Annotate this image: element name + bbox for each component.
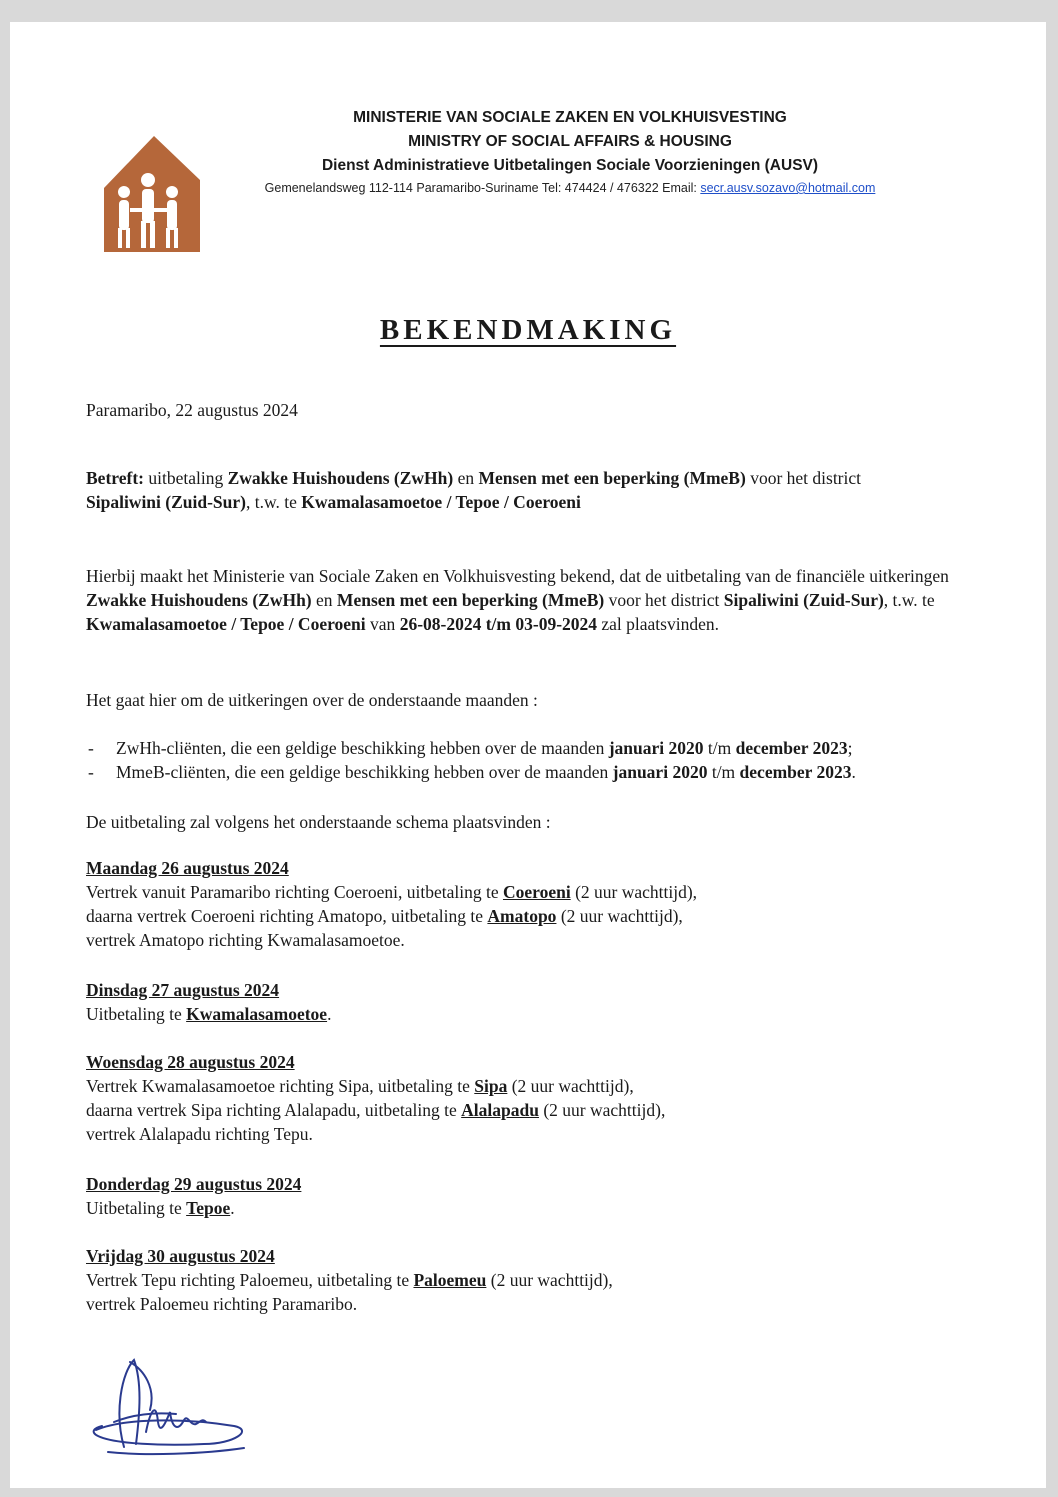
schedule-day-tuesday xyxy=(86,978,331,1026)
signature xyxy=(84,1352,254,1462)
intro-paragraph: Hierbij maakt het Ministerie van Sociale Zaken en Volkhuisvesting bekend, dat de uitbetaling van de financiële uitkeringen Zwakke Huishoudens (ZwHh) en Mensen met een beperking (MmeB) voor het district Sipaliwini (Zuid-Sur), t.w. te Kwamalasamoetoe / Tepoe / Coeroeni van 26-08-2024 t/m 03-09-2024 zal plaatsvinden. xyxy=(86,566,949,634)
contact-line xyxy=(200,178,940,198)
schedule-line: daarna vertrek Coeroeni richting Amatopo, uitbetaling te Amatopo (2 uur wachttijd), xyxy=(86,906,683,926)
email-link[interactable]: secr.ausv.sozavo@hotmail.com xyxy=(700,181,876,195)
day-heading: Vrijdag 30 augustus 2024 xyxy=(86,1246,275,1266)
schedule-line: vertrek Paloemeu richting Paramaribo. xyxy=(86,1294,358,1314)
letterhead xyxy=(200,106,940,198)
ministry-name-en: MINISTRY OF SOCIAL AFFAIRS & HOUSING xyxy=(408,133,732,150)
schedule-day-friday xyxy=(86,1244,613,1316)
document-page xyxy=(10,22,1046,1488)
schedule-line: Vertrek vanuit Paramaribo richting Coeroeni, uitbetaling te Coeroeni (2 uur wachttijd), xyxy=(86,882,698,902)
ministry-name-nl: MINISTERIE VAN SOCIALE ZAKEN EN VOLKHUISVESTING xyxy=(353,109,787,126)
list-item: - MmeB-cliënten, die een geldige beschikking hebben over de maanden januari 2020 t/m december 2023. xyxy=(86,760,856,784)
schedule-line: Uitbetaling te Kwamalasamoetoe. xyxy=(86,1004,332,1024)
document-date: Paramaribo, 22 augustus 2024 xyxy=(86,400,298,420)
schedule-line: vertrek Amatopo richting Kwamalasamoetoe. xyxy=(86,930,405,950)
page-title: BEKENDMAKING xyxy=(379,314,677,346)
months-intro: Het gaat hier om de uitkeringen over de onderstaande maanden : xyxy=(86,690,538,710)
address-text: Gemenelandsweg 112-114 Paramaribo-Suriname Tel: 474424 / 476322 Email: xyxy=(264,181,701,195)
ministry-logo xyxy=(96,128,206,258)
day-heading: Maandag 26 augustus 2024 xyxy=(86,858,289,878)
department-name: Dienst Administratieve Uitbetalingen Sociale Voorzieningen (AUSV) xyxy=(321,157,819,174)
schedule-line: vertrek Alalapadu richting Tepu. xyxy=(86,1124,313,1144)
schedule-line: Vertrek Tepu richting Paloemeu, uitbetaling te Paloemeu (2 uur wachttijd), xyxy=(86,1270,613,1290)
schedule-day-thursday xyxy=(86,1172,301,1220)
list-item: - ZwHh-cliënten, die een geldige beschikking hebben over de maanden januari 2020 t/m december 2023; xyxy=(86,736,856,760)
subject-paragraph: Betreft: uitbetaling Zwakke Huishoudens (ZwHh) en Mensen met een beperking (MmeB) voor het district Sipaliwini (Zuid-Sur), t.w. te Kwamalasamoetoe / Tepoe / Coeroeni xyxy=(86,468,861,512)
schedule-line: Uitbetaling te Tepoe. xyxy=(86,1198,235,1218)
schedule-day-monday xyxy=(86,856,697,952)
schedule-line: Vertrek Kwamalasamoetoe richting Sipa, uitbetaling te Sipa (2 uur wachttijd), xyxy=(86,1076,634,1096)
day-heading: Dinsdag 27 augustus 2024 xyxy=(86,980,280,1000)
schedule-day-wednesday xyxy=(86,1050,665,1146)
schedule-line: daarna vertrek Sipa richting Alalapadu, uitbetaling te Alalapadu (2 uur wachttijd), xyxy=(86,1100,666,1120)
eligibility-list xyxy=(86,736,856,784)
schema-intro: De uitbetaling zal volgens het onderstaande schema plaatsvinden : xyxy=(86,812,551,832)
day-heading: Woensdag 28 augustus 2024 xyxy=(86,1052,295,1072)
day-heading: Donderdag 29 augustus 2024 xyxy=(86,1174,302,1194)
